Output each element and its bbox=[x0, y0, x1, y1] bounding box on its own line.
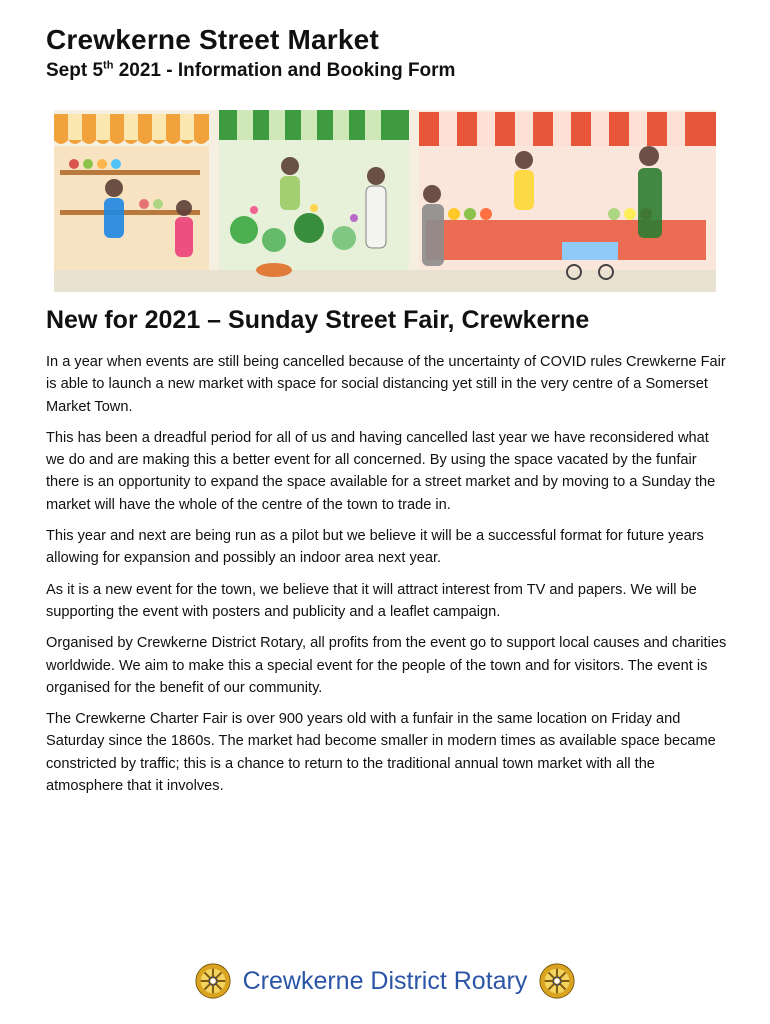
paragraph-charter-fair: The Crewkerne Charter Fair is over 900 years old with a funfair in the same location on Friday and Saturday since the 1860s. The market had become smaller in modern times as available space became constricted by traffic; this is a chance to return to the traditional annual town market with all the atmosphere that it involves. bbox=[46, 711, 716, 795]
footer bbox=[0, 962, 770, 1006]
subtitle-rest: 2021 - Information and Booking Form bbox=[113, 60, 456, 81]
rotary-wheel-icon bbox=[538, 962, 576, 1000]
body-text bbox=[46, 351, 730, 806]
section-heading: New for 2021 – Sunday Street Fair, Crewkerne bbox=[46, 306, 590, 334]
document-title: Crewkerne Street Market bbox=[46, 24, 379, 55]
rotary-wheel-icon bbox=[194, 962, 232, 1000]
subtitle-ordinal: th bbox=[103, 59, 114, 72]
footer-organisation: Crewkerne District Rotary bbox=[242, 966, 528, 995]
paragraph-pilot: This year and next are being run as a pilot but we believe it will be a successful format for future years allowing for expansion and possibly an indoor area next year. bbox=[46, 528, 704, 567]
paragraph-publicity: As it is a new event for the town, we believe that it will attract interest from TV and papers. We will be supporting the event with posters and publicity and a leaflet campaign. bbox=[46, 581, 697, 620]
subtitle-date: Sept 5 bbox=[46, 60, 104, 81]
document-subtitle bbox=[46, 60, 455, 82]
market-stalls-illustration bbox=[54, 110, 716, 292]
paragraph-funfair-space: This has been a dreadful period for all of us and having cancelled last year we have reconsidered what we do and are making this a better event for all concerned. By using the space vacated by the funfair there is an opportunity to expand the space available for a street market and by moving to a Sunday the market will have the whole of the centre of the town to trade in. bbox=[46, 429, 716, 513]
paragraph-covid: In a year when events are still being cancelled because of the uncertainty of COVID rules Crewkerne Fair is able to launch a new market with space for social distancing yet still in the very centre of a Somerset Market Town. bbox=[46, 354, 726, 415]
paragraph-rotary: Organised by Crewkerne District Rotary, all profits from the event go to support local causes and charities worldwide. We aim to make this a special event for the people of the town and for visitors. The event is organised for the benefit of our community. bbox=[46, 635, 727, 696]
